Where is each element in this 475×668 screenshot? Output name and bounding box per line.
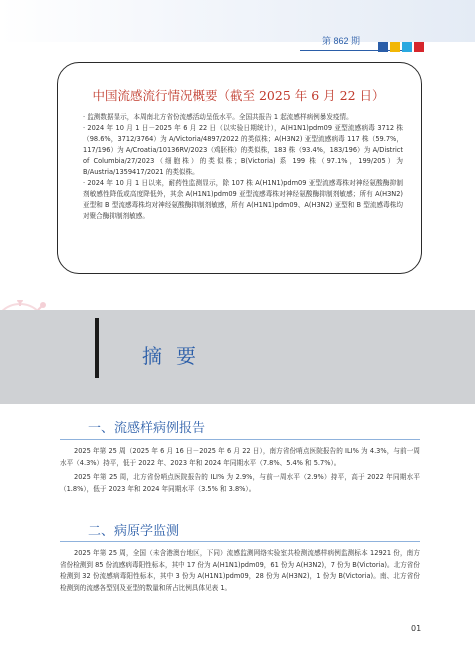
section-paragraph: 2025 年第 25 周，全国（未含港澳台地区，下同）流感监测网络实验室共检测流感样病例监测标本 12921 份，南方省份检测到 85 份流感病毒阳性标本，其中 17 份为 A(H1N1)pdm09，61 份为 A(H3N2)，7 份为 B(Victoria)。北方省份检测到 32 份流感病毒阳性标本，其中 3 份为 A(H1N1)pdm09，28 份为 A(H3N2)，1 份为 B(Victoria)。南、北方省份检测到的流感各型别及亚型的数量和所占比例具体见表 1。: [60, 549, 420, 592]
banner-title: 摘要: [142, 344, 210, 368]
section-paragraph: 2025 年第 25 周，北方省份哨点医院报告的 ILI% 为 2.9%，与前一周水平（2.9%）持平，高于 2022 年同期水平（1.8%），低于 2023 年和 2024 年同期水平（3.5% 和 3.8%）。: [60, 473, 420, 493]
section-divider: [60, 439, 420, 440]
summary-bullet: · 监测数据显示，本周南北方省份流感活动呈低水平。全国共报告 1 起流感样病例暴发疫情。: [83, 113, 353, 121]
color-square-blue: [378, 42, 388, 52]
summary-body: [83, 112, 403, 222]
page-number: 01: [411, 624, 422, 633]
header-band: [0, 0, 475, 42]
section-heading-ili: 一、流感样病例报告: [88, 421, 206, 436]
section-paragraph: 2025 年第 25 周（2025 年 6 月 16 日－2025 年 6 月 22 日），南方省份哨点医院报告的 ILI% 为 4.3%，与前一周水平（4.3%）持平，低于 2022 年、2023 年和 2024 年同期水平（7.8%、5.4% 和 5.7%）。: [60, 447, 420, 467]
section-heading-pathogen: 二、病原学监测: [88, 524, 180, 539]
color-square-yellow: [390, 42, 400, 52]
summary-bullet: · 2024 年 10 月 1 日以来，耐药性监测显示，除 107 株 A(H1N1)pdm09 亚型流感毒株对神经氨酸酶抑制剂敏感性降低或高度降低外，其余 A(H1N1)pdm09 亚型流感毒株对神经氨酸酶抑制剂敏感；所有 A(H3N2) 亚型和 B 型流感毒株均对神经氨酸酶抑制剂敏感，所有 A(H1N1)pdm09、A(H3N2) 亚型和 B 型流感毒株均对聚合酶抑制剂敏感。: [83, 179, 403, 220]
section-divider: [60, 541, 420, 542]
issue-label: 第 862 期: [322, 36, 361, 46]
color-square-red: [414, 42, 424, 52]
color-square-cyan: [402, 42, 412, 52]
abstract-banner: [0, 310, 475, 404]
summary-bullet: · 2024 年 10 月 1 日－2025 年 6 月 22 日（以实验日期统计），A(H1N1)pdm09 亚型流感病毒 3712 株（98.6%，3712/3764）为 A/Victoria/4897/2022 的类似株；A(H3N2) 亚型流感病毒 117 株（59.7%，117/196）为 A/Croatia/10136RV/2023（鸡胚株）的类似株，183 株（93.4%，183/196）为 A/District of Columbia/27/2023（细胞株）的类似株；B(Victoria) 系 199 株（97.1%，199/205）为 B/Austria/1359417/2021 的类似株。: [83, 124, 403, 176]
banner-accent-bar: [95, 318, 99, 378]
summary-title: 中国流感流行情况概要（截至 2025 年 6 月 22 日）: [92, 88, 385, 103]
